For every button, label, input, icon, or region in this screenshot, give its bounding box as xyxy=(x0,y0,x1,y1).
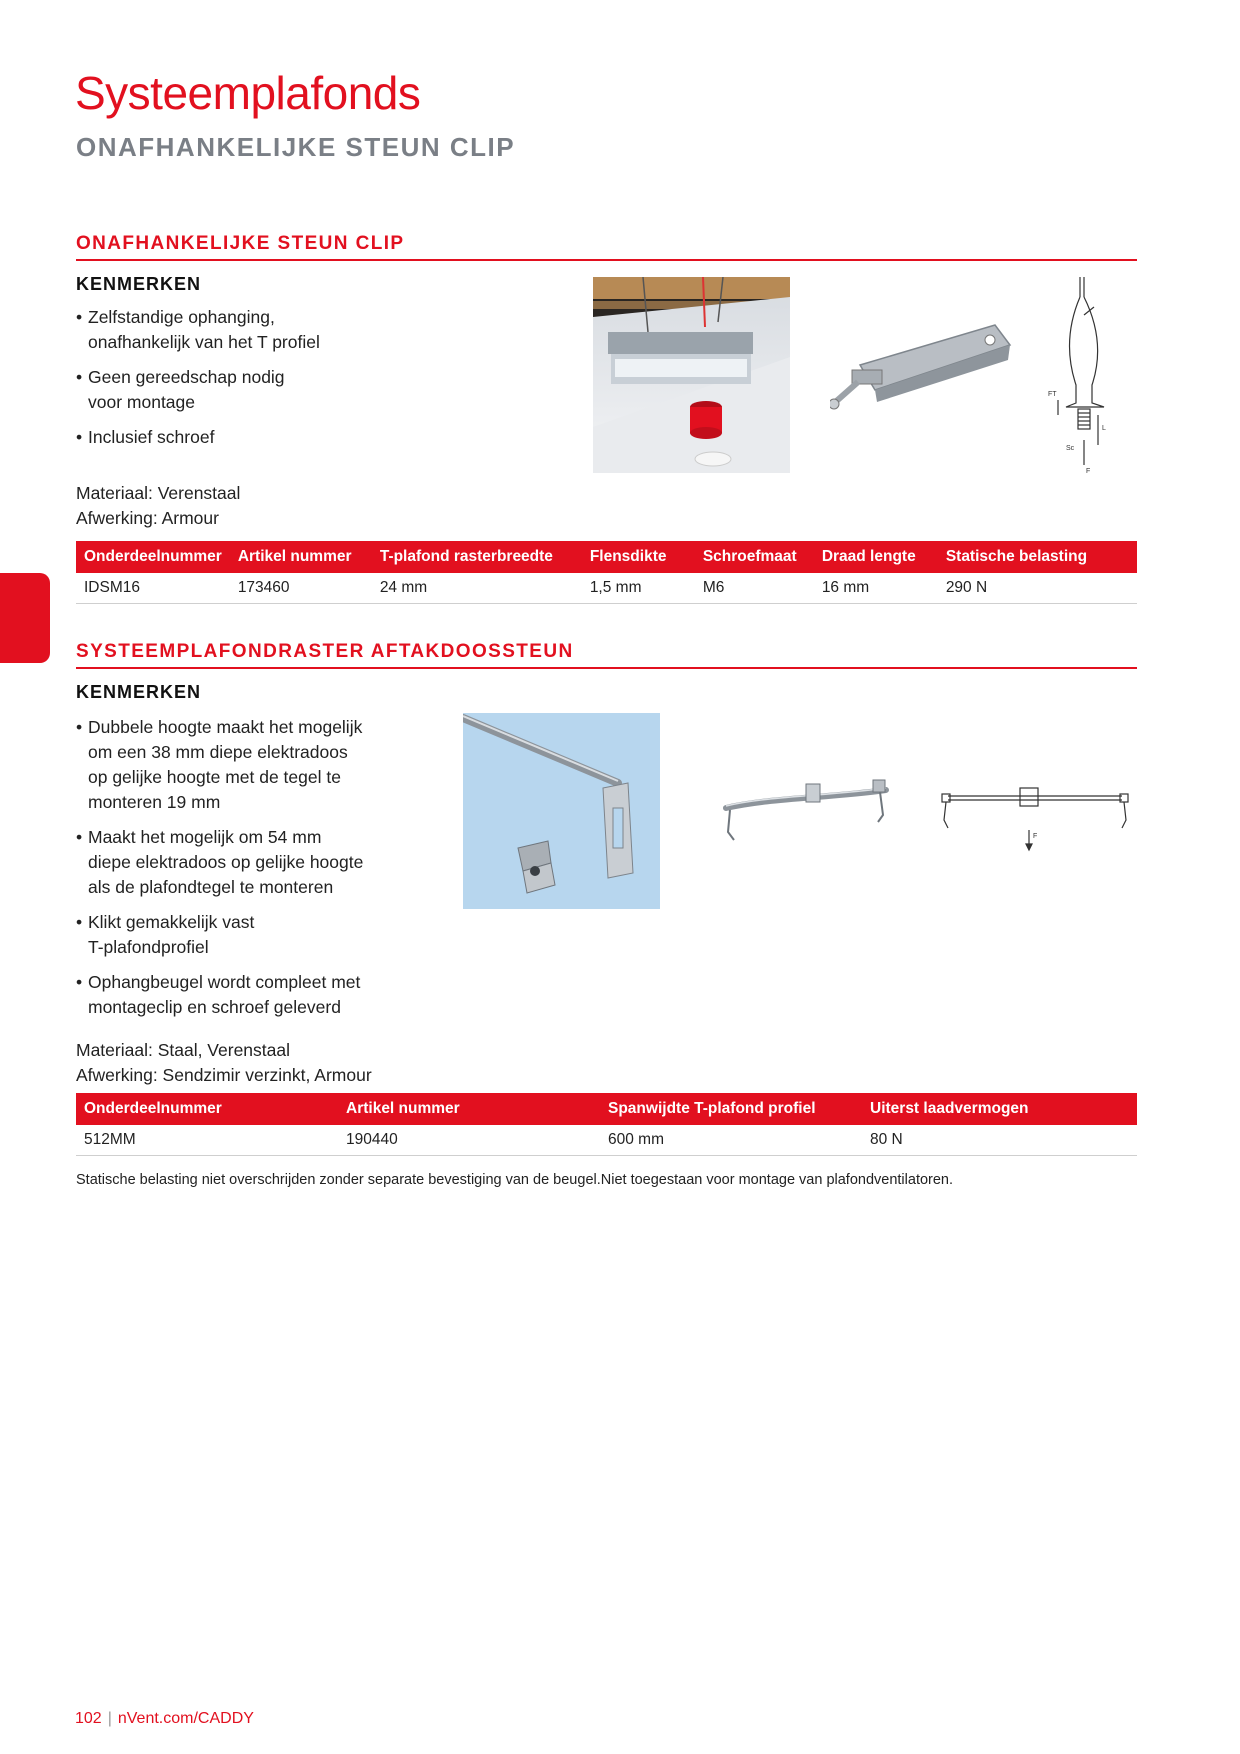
column-header: Statische belasting xyxy=(938,541,1137,573)
page-number: 102 xyxy=(75,1710,102,1727)
section1-feature-list xyxy=(76,305,320,460)
column-header: Uiterst laadvermogen xyxy=(862,1093,1137,1125)
table-cell: 173460 xyxy=(230,573,372,604)
table-cell: 1,5 mm xyxy=(582,573,695,604)
section2-features-heading: KENMERKEN xyxy=(76,682,202,702)
finish-text: Afwerking: Armour xyxy=(76,508,219,528)
footnote: Statische belasting niet overschrijden zonder separate bevestiging van de beugel.Niet toegestaan voor montage van plafondventilatoren. xyxy=(76,1172,954,1188)
table-header-row xyxy=(76,1093,1137,1125)
material-text: Materiaal: Staal, Verenstaal xyxy=(76,1040,291,1060)
diagram-label-l: L xyxy=(1102,425,1106,432)
diagram-label-f: F xyxy=(1033,833,1038,840)
column-header: Spanwijdte T-plafond profiel xyxy=(600,1093,862,1125)
list-item: • Dubbele hoogte maakt het mogelijk om een 38 mm diepe elektradoos op gelijke hoogte met de tegel te monteren 19 mm xyxy=(76,715,363,815)
table-cell: 512MM xyxy=(76,1125,338,1156)
section2-spec-table xyxy=(76,1093,1137,1156)
table-cell: 24 mm xyxy=(372,573,582,604)
column-header: Schroefmaat xyxy=(695,541,814,573)
steun-clip-technical-diagram xyxy=(1048,275,1118,475)
diagram-label-sc: Sc xyxy=(1066,445,1075,452)
table-cell: IDSM16 xyxy=(76,573,230,604)
column-header: Draad lengte xyxy=(814,541,938,573)
section2-feature-list xyxy=(76,715,363,1030)
column-header: Onderdeelnummer xyxy=(76,1093,338,1125)
list-item: • Maakt het mogelijk om 54 mm diepe elektradoos op gelijke hoogte als de plafondtegel te monteren xyxy=(76,825,363,900)
column-header: Flensdikte xyxy=(582,541,695,573)
aftakdoossteun-technical-diagram xyxy=(938,780,1132,860)
ceiling-installation-photo xyxy=(593,277,790,473)
page-footer xyxy=(75,1710,254,1728)
diagram-label-f: F xyxy=(1086,468,1091,475)
page-title: Systeemplafonds xyxy=(75,67,421,119)
footer-separator: | xyxy=(107,1710,112,1727)
finish-text: Afwerking: Sendzimir verzinkt, Armour xyxy=(76,1065,372,1085)
column-header: Artikel nummer xyxy=(338,1093,600,1125)
footer-website-link[interactable]: nVent.com/CADDY xyxy=(117,1710,254,1727)
list-item: • Zelfstandige ophanging, onafhankelijk van het T profiel xyxy=(76,305,320,355)
list-item: • Ophangbeugel wordt compleet met montageclip en schroef geleverd xyxy=(76,970,363,1020)
list-item: • Klikt gemakkelijk vast T-plafondprofiel xyxy=(76,910,363,960)
section1-material-info xyxy=(76,481,240,531)
page-subtitle: ONAFHANKELIJKE STEUN CLIP xyxy=(76,132,516,162)
table-row xyxy=(76,573,1137,604)
material-text: Materiaal: Verenstaal xyxy=(76,483,241,503)
section1-title: ONAFHANKELIJKE STEUN CLIP xyxy=(76,233,1137,261)
section2-material-info xyxy=(76,1038,372,1088)
steun-clip-product-image xyxy=(830,320,1020,420)
list-item: • Geen gereedschap nodig voor montage xyxy=(76,365,320,415)
diagram-label-ft: FT xyxy=(1048,391,1057,398)
side-tab-marker xyxy=(0,573,50,663)
section1-spec-table xyxy=(76,541,1137,604)
column-header: Onderdeelnummer xyxy=(76,541,230,573)
table-row xyxy=(76,1125,1137,1156)
table-cell: M6 xyxy=(695,573,814,604)
column-header: Artikel nummer xyxy=(230,541,372,573)
table-cell: 80 N xyxy=(862,1125,1137,1156)
section1-features-heading: KENMERKEN xyxy=(76,274,202,294)
list-item: • Inclusief schroef xyxy=(76,425,320,450)
column-header: T-plafond rasterbreedte xyxy=(372,541,582,573)
table-cell: 16 mm xyxy=(814,573,938,604)
aftakdoossteun-product-image xyxy=(718,770,893,845)
table-cell: 600 mm xyxy=(600,1125,862,1156)
aftakdoossteun-photo xyxy=(463,713,660,909)
table-cell: 290 N xyxy=(938,573,1137,604)
table-header-row xyxy=(76,541,1137,573)
table-cell: 190440 xyxy=(338,1125,600,1156)
section2-title: SYSTEEMPLAFONDRASTER AFTAKDOOSSTEUN xyxy=(76,641,1137,669)
